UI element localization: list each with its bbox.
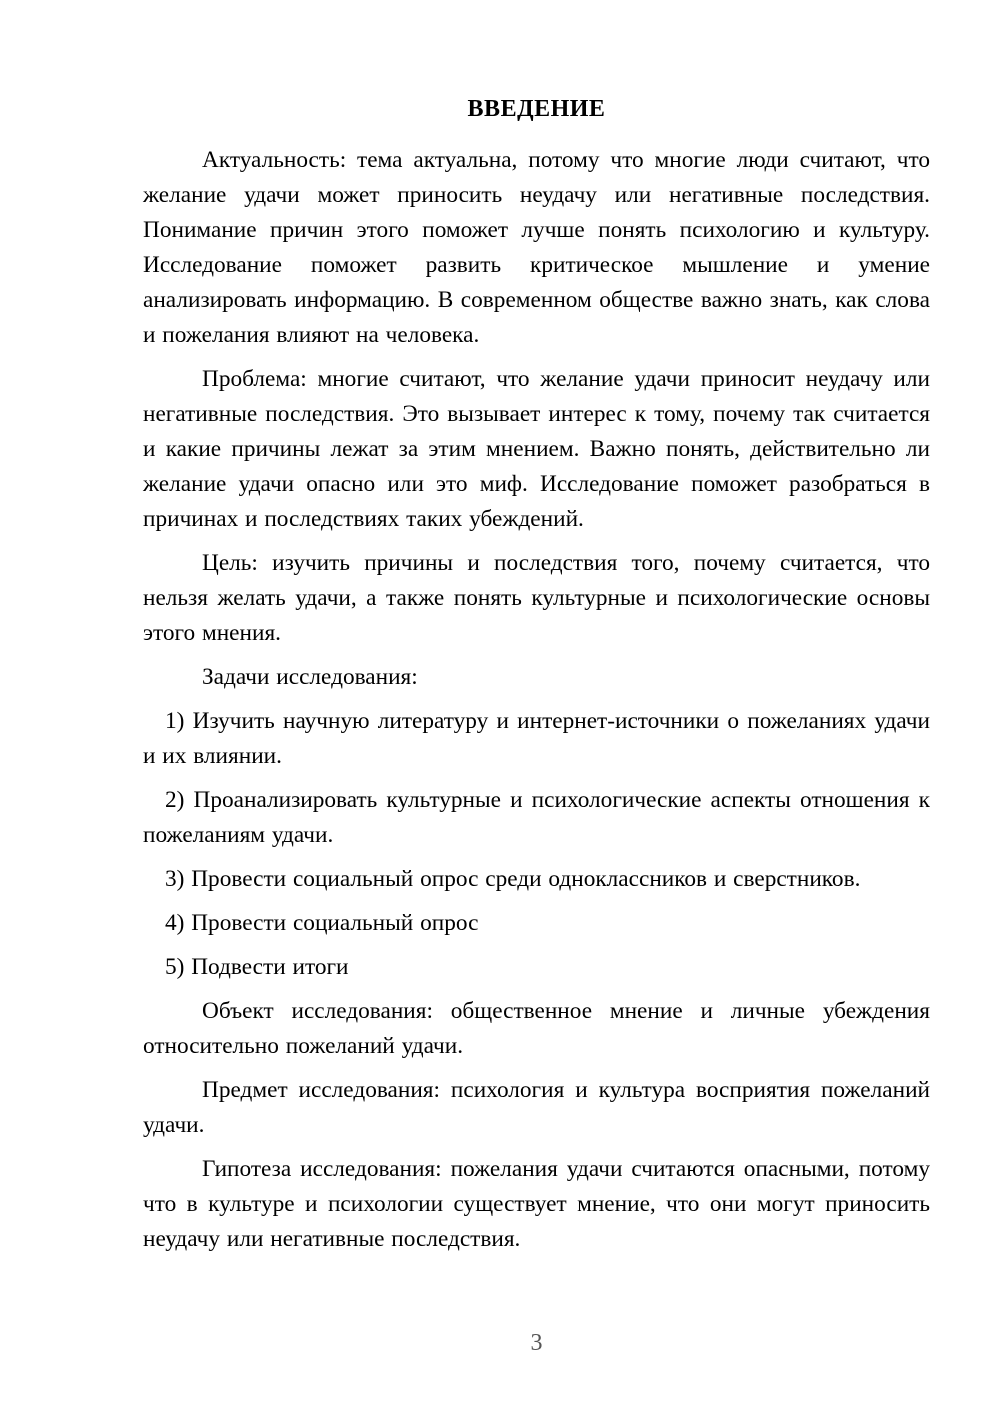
document-title: ВВЕДЕНИЕ xyxy=(467,96,606,122)
task-item-1: 1) Изучить научную литературу и интернет-источники о пожеланиях удачи и их влиянии. xyxy=(143,708,930,769)
paragraph-subject: Предмет исследования: психология и культура восприятия пожеланий удачи. xyxy=(143,1077,930,1138)
paragraph-object: Объект исследования: общественное мнение и личные убеждения относительно пожеланий удачи. xyxy=(143,998,930,1059)
paragraph-problem: Проблема: многие считают, что желание удачи приносит неудачу или негативные последствия. Это вызывает интерес к тому, почему так считается и какие причины лежат за этим мнением. Важно понять, действительно ли желание удачи опасно или это миф. Исследование поможет разобраться в причинах и последствиях таких убеждений. xyxy=(143,366,930,532)
task-item-4: 4) Провести социальный опрос xyxy=(165,910,479,936)
paragraph-relevance: Актуальность: тема актуальна, потому что многие люди считают, что желание удачи может приносить неудачу или негативные последствия. Понимание причин этого поможет лучше понять психологию и культуру. Исследование поможет развить критическое мышление и умение анализировать информацию. В современном обществе важно знать, как слова и пожелания влияют на человека. xyxy=(143,147,930,348)
tasks-heading: Задачи исследования: xyxy=(202,664,418,690)
task-item-3: 3) Провести социальный опрос среди одноклассников и сверстников. xyxy=(165,866,861,892)
page-number: 3 xyxy=(530,1330,543,1356)
task-item-2: 2) Проанализировать культурные и психологические аспекты отношения к пожеланиям удачи. xyxy=(143,787,930,848)
task-item-5: 5) Подвести итоги xyxy=(165,954,349,980)
paragraph-goal: Цель: изучить причины и последствия того, почему считается, что нельзя желать удачи, а также понять культурные и психологические основы этого мнения. xyxy=(143,550,930,646)
paragraph-hypothesis: Гипотеза исследования: пожелания удачи считаются опасными, потому что в культуре и психологии существует мнение, что они могут приносить неудачу или негативные последствия. xyxy=(143,1156,930,1252)
